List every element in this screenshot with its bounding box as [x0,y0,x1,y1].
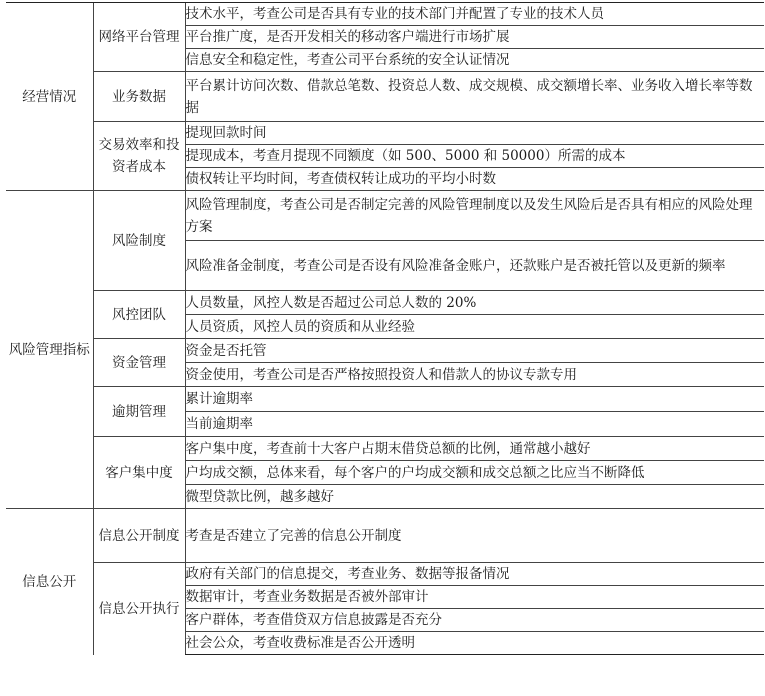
item-cell: 户均成交额，总体来看，每个客户的户均成交额和成交总额之比应当不断降低 [185,461,764,485]
table-row [6,3,764,26]
item-cell: 提现回款时间 [185,122,764,145]
table-row [6,122,764,145]
table-row [6,191,764,241]
category-cell: 经营情况 [6,3,93,191]
table-row [6,509,764,563]
item-cell: 人员资质，风控人员的资质和从业经验 [185,315,764,339]
subcategory-cell: 网络平台管理 [93,3,185,72]
subcategory-cell: 业务数据 [93,72,185,122]
subcategory-cell: 客户集中度 [93,437,185,509]
subcategory-cell: 资金管理 [93,339,185,387]
item-cell: 平台累计访问次数、借款总笔数、投资总人数、成交规模、成交额增长率、业务收入增长率等数据 [185,72,764,122]
item-cell: 资金使用，考查公司是否严格按照投资人和借款人的协议专款专用 [185,363,764,387]
item-cell: 数据审计，考查业务数据是否被外部审计 [185,586,764,609]
item-cell: 政府有关部门的信息提交，考查业务、数据等报备情况 [185,563,764,586]
item-cell: 客户集中度，考查前十大客户占期末借贷总额的比例，通常越小越好 [185,437,764,461]
item-cell: 社会公众，考查收费标准是否公开透明 [185,632,764,655]
item-cell: 技术水平，考查公司是否具有专业的技术部门并配置了专业的技术人员 [185,3,764,26]
subcategory-cell: 信息公开制度 [93,509,185,563]
subcategory-cell: 信息公开执行 [93,563,185,655]
table-row [6,563,764,586]
table-row [6,291,764,315]
table-row [6,72,764,122]
item-cell: 微型贷款比例，越多越好 [185,485,764,509]
subcategory-cell: 交易效率和投资者成本 [93,122,185,191]
item-cell: 债权转让平均时间，考查债权转让成功的平均小时数 [185,168,764,191]
item-cell: 平台推广度，是否开发相关的移动客户端进行市场扩展 [185,26,764,49]
item-cell: 考查是否建立了完善的信息公开制度 [185,509,764,563]
evaluation-table [6,2,764,655]
item-cell: 信息安全和稳定性，考查公司平台系统的安全认证情况 [185,49,764,72]
item-cell: 提现成本，考查月提现不同额度（如 500、5000 和 50000）所需的成本 [185,145,764,168]
subcategory-cell: 逾期管理 [93,387,185,437]
item-cell: 客户群体，考查借贷双方信息披露是否充分 [185,609,764,632]
item-cell: 资金是否托管 [185,339,764,363]
item-cell: 风险准备金制度，考查公司是否设有风险准备金账户，还款账户是否被托管以及更新的频率 [185,241,764,291]
table-row [6,387,764,412]
item-cell: 人员数量，风控人数是否超过公司总人数的 20% [185,291,764,315]
subcategory-cell: 风险制度 [93,191,185,291]
table-row [6,437,764,461]
category-cell: 信息公开 [22,573,77,590]
item-cell: 风险管理制度，考查公司是否制定完善的风险管理制度以及发生风险后是否具有相应的风险处理方案 [185,191,764,241]
table-row [6,339,764,363]
subcategory-cell: 风控团队 [93,291,185,339]
item-cell: 当前逾期率 [185,412,764,437]
category-cell: 风险管理指标 [6,191,93,509]
item-cell: 累计逾期率 [185,387,764,412]
